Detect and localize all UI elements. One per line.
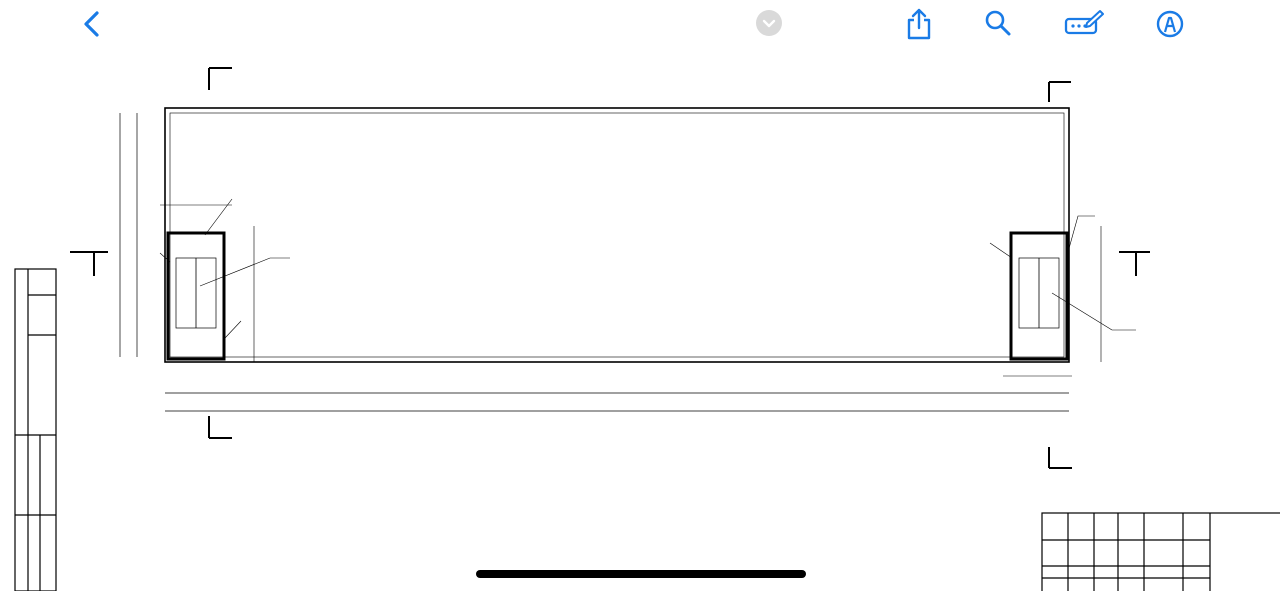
search-button[interactable] <box>984 9 1012 37</box>
leader-lm2 <box>1052 293 1136 330</box>
title-block-frame <box>1042 513 1280 591</box>
leader-stm21-top <box>205 199 232 235</box>
markup-pen-icon <box>1064 8 1104 38</box>
leader-stm22-right <box>1068 216 1095 252</box>
section-mark-right <box>1119 252 1150 276</box>
home-indicator[interactable] <box>476 570 806 578</box>
section-mark-top-left <box>209 68 232 90</box>
section-mark-bottom-left <box>209 416 232 438</box>
magnifier-icon <box>984 9 1012 37</box>
leader-lm1 <box>200 258 290 286</box>
section-mark-left <box>70 252 108 276</box>
leader-stm22 <box>990 243 1012 258</box>
leader-stm21-bottom <box>225 321 241 338</box>
share-icon <box>906 8 932 40</box>
annotate-button[interactable] <box>1064 8 1104 38</box>
collapse-button[interactable] <box>756 10 782 36</box>
chevron-down-icon <box>756 10 782 36</box>
building-outline <box>165 108 1069 362</box>
section-mark-bottom-right <box>1049 447 1072 468</box>
side-stamp-frame <box>15 269 56 591</box>
pencil-circle-icon <box>1156 10 1184 38</box>
pencil-button[interactable] <box>1156 10 1184 38</box>
share-button[interactable] <box>906 8 932 40</box>
section-mark-top-right <box>1049 82 1071 102</box>
building-outline-inner <box>170 113 1064 357</box>
back-button[interactable] <box>80 10 104 38</box>
chevron-left-icon <box>80 10 104 38</box>
